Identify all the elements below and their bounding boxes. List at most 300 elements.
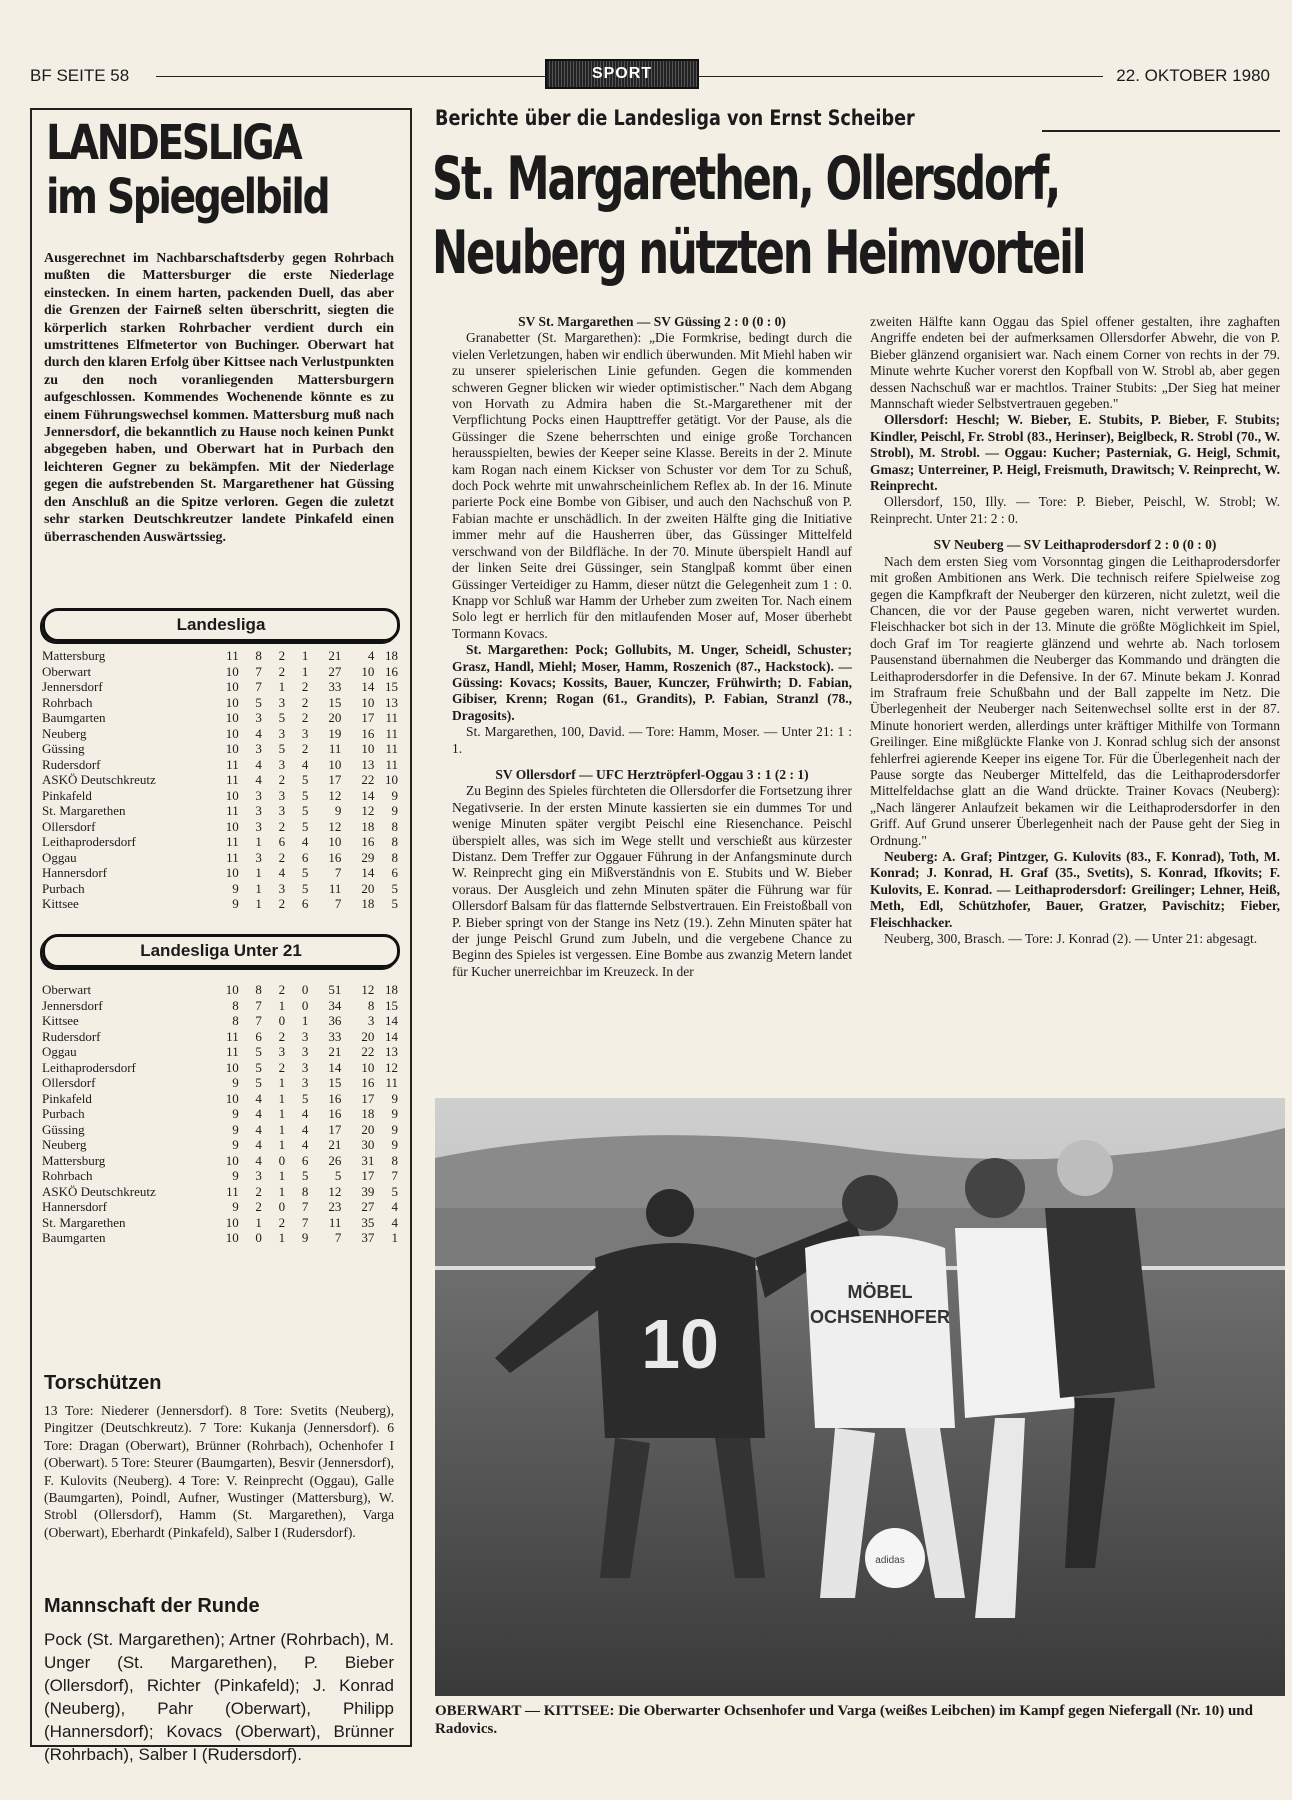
stat-cell: 5 — [301, 1168, 309, 1183]
team-name: Kittsee — [42, 896, 79, 911]
article-column-1 — [452, 314, 852, 980]
standings-table-unter21 — [42, 982, 398, 1246]
stat-cell: 23 — [328, 1199, 342, 1214]
stat-cell: 10 — [225, 1152, 239, 1168]
stat-cell: 9 — [232, 880, 239, 896]
table-row — [42, 1137, 398, 1153]
stat-cell: 36 — [328, 1013, 342, 1028]
stat-cell: 4 — [255, 725, 262, 741]
stat-cell: 4 — [367, 648, 375, 663]
scorers-heading: Torschützen — [44, 1372, 162, 1394]
stat-cell: 5 — [334, 1168, 342, 1183]
stat-cell: 27 — [328, 663, 342, 679]
stat-cell: 11 — [328, 880, 342, 896]
stat-cell: 9 — [334, 803, 342, 818]
stat-cell: 16 — [328, 1106, 342, 1121]
team-name: Mattersburg — [42, 1152, 106, 1168]
stat-cell: 10 — [225, 1090, 239, 1106]
stat-cell: 10 — [225, 982, 239, 997]
stat-cell: 18 — [385, 982, 398, 997]
stat-cell: 7 — [391, 1168, 398, 1183]
stat-cell: 11 — [226, 849, 239, 865]
stat-cell: 5 — [255, 694, 262, 710]
stat-cell: 2 — [278, 1028, 286, 1044]
match-lineups: St. Margarethen: Pock; Gollubits, M. Unger, Scheidl, Schuster; Grasz, Handl, Miehl; Moser, Hamm, Roszenich (87., Hackstock). — Güssing: Kovacs; Kossits, Bauer, Kunczer, Frühwirth; D. Fabian, Gibiser, Krenn; Rogan (61., Grandits), P. Fabian, Stranzl (78., Dragosits). — [452, 642, 852, 723]
stat-cell: 10 — [225, 710, 239, 725]
stat-cell: 4 — [391, 1214, 398, 1230]
stat-cell: 4 — [301, 834, 309, 849]
team-name: Oggau — [42, 849, 77, 865]
stat-cell: 16 — [361, 1075, 375, 1090]
stat-cell: 1 — [255, 834, 262, 849]
stat-cell: 27 — [361, 1199, 375, 1214]
stat-cell: 6 — [301, 1152, 309, 1168]
stat-cell: 14 — [328, 1059, 342, 1075]
stat-cell: 1 — [278, 1230, 286, 1245]
team-name: St. Margarethen — [42, 1214, 126, 1230]
stat-cell: 7 — [334, 896, 342, 911]
match-heading: SV Ollersdorf — UFC Herztröpferl-Oggau 3 : 1 (2 : 1) — [495, 766, 809, 782]
stat-cell: 19 — [328, 725, 342, 741]
stat-cell: 11 — [226, 803, 239, 818]
table-row — [42, 1122, 398, 1138]
stat-cell: 2 — [278, 772, 286, 787]
stat-cell: 15 — [385, 679, 398, 694]
sidebar-headline: LANDESLIGA im Spiegelbild — [46, 115, 329, 225]
stat-cell: 3 — [255, 1168, 262, 1183]
table-row — [42, 664, 398, 680]
team-name: Baumgarten — [42, 1230, 106, 1245]
stat-cell: 10 — [361, 694, 375, 710]
team-name: St. Margarethen — [42, 803, 126, 818]
stat-cell: 1 — [278, 679, 286, 694]
stat-cell: 4 — [301, 756, 309, 772]
stat-cell: 2 — [278, 982, 286, 997]
table-row — [42, 1199, 398, 1215]
table-row — [42, 788, 398, 804]
stat-cell: 5 — [255, 1059, 262, 1075]
stat-cell: 9 — [391, 1106, 398, 1121]
table-row — [42, 726, 398, 742]
team-of-round-text: Pock (St. Margarethen); Artner (Rohrbach), M. Unger (St. Margarethen), P. Bieber (Ollersdorf), Richter (Pinkafeld); J. Konrad (Neuberg), Pahr (Oberwart), Philipp (Hannersdorf); Kovacs (Oberwart), Brünner (Rohrbach), Salber I (Rudersdorf). — [44, 1630, 394, 1764]
table-row — [42, 710, 398, 726]
stat-cell: 0 — [255, 1230, 262, 1245]
stat-cell: 9 — [232, 1168, 239, 1183]
team-name: Mattersburg — [42, 648, 106, 663]
stat-cell: 11 — [328, 1214, 342, 1230]
stat-cell: 5 — [391, 896, 398, 911]
stat-cell: 1 — [278, 1075, 286, 1090]
stat-cell: 4 — [255, 756, 262, 772]
stat-cell: 4 — [255, 1137, 262, 1152]
stat-cell: 3 — [301, 1044, 309, 1059]
stat-cell: 3 — [278, 1044, 286, 1059]
stat-cell: 21 — [328, 1137, 342, 1152]
team-name: Purbach — [42, 1106, 85, 1121]
stat-cell: 1 — [391, 1230, 398, 1245]
team-name: ASKÖ Deutschkreutz — [42, 772, 156, 787]
stat-cell: 13 — [385, 1044, 398, 1059]
table-row — [42, 757, 398, 773]
stat-cell: 11 — [226, 1044, 239, 1059]
stat-cell: 17 — [361, 710, 375, 725]
sidebar-intro: Ausgerechnet im Nachbarschaftsderby gegen Rohrbach mußten die Mattersburger die erste Niederlage einstecken. In einem harten, packenden Duell, das aber die Grenzen der Fairneß selten überschritt, siegten die körperlich starken Rohrbacher verdient durch ein umstrittenes Elfmetertor von Buchinger. Oberwart hat durch den klaren Erfolg über Kittsee nach Verlustpunkten zu den noch voranliegenden Mattersburgern aufgeschlossen. Kommendes Wochenende könnte es zu einem Führungswechsel kommen. Mattersburg muß nach Jennersdorf, die bekanntlich zu Hause noch keinen Punkt abgegeben haben, und Oberwart hat in Purbach den leichteren Gegner zu bekämpfen. Mit der Niederlage gegen die aufstrebenden St. Margarethener hat Güssing den Anschluß an die Spitze verloren. Gegen die zuletzt sehr starken Deutschkreutzer landete Pinkafeld einen überraschenden Auswärtssieg. — [44, 251, 394, 545]
stat-cell: 0 — [301, 982, 309, 997]
stat-cell: 6 — [391, 865, 398, 880]
stat-cell: 16 — [328, 849, 342, 865]
stat-cell: 14 — [361, 679, 375, 694]
stat-cell: 35 — [361, 1214, 375, 1230]
team-name: Oggau — [42, 1044, 77, 1059]
match-report: zweiten Hälfte kann Oggau das Spiel offener gestalten, ihre zaghaften Angriffe endeten bei der aufmerksamen Ollersdorfer Abwehr, die von P. Bieber glänzend organisiert war. Nach einem Corner von rechts in der 79. Minute wehrte Kucher vorerst den Kopfball von W. Strobl ab, aber gegen dessen Nachschuß war er machtlos. Trainer Stubits: „Der Sieg hat meiner Mannschaft wieder Selbstvertrauen gegeben." — [870, 314, 1280, 412]
stat-cell: 13 — [385, 694, 398, 710]
stat-cell: 17 — [361, 1168, 375, 1183]
stat-cell: 18 — [361, 818, 375, 834]
stat-cell: 3 — [255, 849, 262, 865]
stat-cell: 14 — [361, 865, 375, 880]
stat-cell: 22 — [361, 1044, 375, 1059]
stat-cell: 2 — [278, 896, 286, 911]
section-label: SPORT — [545, 59, 699, 89]
stat-cell: 12 — [328, 787, 342, 803]
table-row — [42, 982, 398, 998]
stat-cell: 7 — [255, 997, 262, 1013]
stat-cell: 9 — [391, 787, 398, 803]
stat-cell: 18 — [361, 1106, 375, 1121]
stat-cell: 2 — [278, 1059, 286, 1075]
stat-cell: 4 — [301, 1106, 309, 1121]
stat-cell: 9 — [391, 1137, 398, 1152]
stat-cell: 10 — [328, 834, 342, 849]
stat-cell: 9 — [301, 1230, 309, 1245]
stat-cell: 0 — [278, 1199, 286, 1214]
stat-cell: 2 — [255, 1183, 262, 1199]
stat-cell: 2 — [301, 679, 309, 694]
stat-cell: 11 — [385, 710, 398, 725]
team-name: Kittsee — [42, 1013, 79, 1028]
stat-cell: 5 — [301, 787, 309, 803]
stat-cell: 14 — [385, 1028, 398, 1044]
photo-caption: OBERWART — KITTSEE: Die Oberwarter Ochsenhofer und Varga (weißes Leibchen) im Kampf gegen Niefergall (Nr. 10) und Radovics. — [435, 1703, 1253, 1737]
stat-cell: 17 — [328, 1121, 342, 1137]
stat-cell: 1 — [278, 1183, 286, 1199]
scorers-text: 13 Tore: Niederer (Jennersdorf). 8 Tore: Svetits (Neuberg), Pingitzer (Deutschkreutz). 7 Tore: Kukanja (Jennersdorf). 6 Tore: Dragan (Oberwart), Brünner (Rohrbach), Ochenhofer I (Oberwart). 5 Tore: Steurer (Baumgarten), Besvir (Jennersdorf), F. Kulovits (Neuberg). 4 Tore: V. Reinprecht (Oggau), Galle (Baumgarten), Poindl, Aufner, Wustinger (Mattersburg), W. Strobl (Ollersdorf), Hamm (St. Margarethen), Varga (Oberwart), Eberhardt (Pinkafeld), Salber I (Rudersdorf). — [44, 1403, 394, 1540]
stat-cell: 34 — [328, 997, 342, 1013]
table-row — [42, 803, 398, 819]
stat-cell: 0 — [278, 1013, 286, 1028]
stat-cell: 16 — [361, 725, 375, 741]
table-row — [42, 1091, 398, 1107]
table-row — [42, 865, 398, 881]
stat-cell: 10 — [361, 1059, 375, 1075]
stat-cell: 14 — [385, 1013, 398, 1028]
stat-cell: 8 — [232, 1013, 239, 1028]
table-row — [42, 741, 398, 757]
stat-cell: 5 — [301, 1090, 309, 1106]
article-column-2 — [870, 314, 1280, 947]
stat-cell: 9 — [232, 1121, 239, 1137]
stat-cell: 2 — [278, 849, 286, 865]
stat-cell: 10 — [361, 663, 375, 679]
match-result: Neuberg, 300, Brasch. — Tore: J. Konrad (2). — Unter 21: abgesagt. — [884, 931, 1258, 947]
team-name: Neuberg — [42, 1137, 87, 1152]
table-row — [42, 998, 398, 1014]
stat-cell: 4 — [255, 1121, 262, 1137]
stat-cell: 11 — [385, 725, 398, 741]
match-report: Nach dem ersten Sieg vom Vorsonntag gingen die Leithaprodersdorfer mit großen Ambitionen ans Werk. Die technisch reifere Spielweise zog gegen die Kampfkraft der Neuberger den kürzeren, nicht zuletzt, weil die Chancen, die vor der Pause gegeben waren, nicht verwertet wurden. Fleischhacker bot sich in der 13. Minute die größte Möglichkeit im Spiel, doch Graf im Tor reagierte glänzend und wehrte ab. Nach torlosem Pausenstand übernahmen die Neuberger das Kommando und drängten die Leithaprodersdorfer in die Defensive. In der 67. Minute bekam J. Konrad im Strafraum freie Schußbahn und der Ball zappelte im Netz. Die Überlegenheit der Neuberger nach Seitenwechsel sollte erst in der 87. Minute honoriert werden, allerdings unter kräftiger Mithilfe von Tormann Greilinger. Eine mißglückte Flanke von J. Konrad schlug sich der ansonst fehlerfrei agierende Keeper ins eigene Tor. Für die Überlegenheit nach der Pause sorgte das Neuberger Mittelfeld, das die Leithaprodersdorfer Mittelfeldachse glatt an die Wand drückte. Trainer Kovacs (Neuberg): „Nach längerer Anlaufzeit bekamen wir die Leithaprodersdorfer in den Griff. Auf Grund unserer Überlegenheit nach der Pause geht der Sieg in Ordnung." — [870, 553, 1280, 848]
table-row — [42, 1106, 398, 1122]
stat-cell: 10 — [225, 679, 239, 694]
stat-cell: 3 — [278, 803, 286, 818]
stat-cell: 17 — [361, 1090, 375, 1106]
stat-cell: 10 — [225, 818, 239, 834]
shirt-number: 10 — [641, 1305, 719, 1383]
stat-cell: 3 — [255, 818, 262, 834]
stat-cell: 1 — [278, 1168, 286, 1183]
stat-cell: 15 — [385, 997, 398, 1013]
stat-cell: 5 — [301, 865, 309, 880]
stat-cell: 3 — [255, 787, 262, 803]
stat-cell: 1 — [278, 1121, 286, 1137]
stat-cell: 11 — [328, 741, 342, 756]
stat-cell: 3 — [278, 725, 286, 741]
stat-cell: 1 — [301, 648, 309, 663]
team-name: Neuberg — [42, 725, 87, 741]
stat-cell: 10 — [225, 1230, 239, 1245]
stat-cell: 10 — [328, 756, 342, 772]
stat-cell: 3 — [301, 1028, 309, 1044]
issue-date: 22. OKTOBER 1980 — [1116, 66, 1270, 85]
stat-cell: 15 — [328, 1075, 342, 1090]
stat-cell: 3 — [301, 1075, 309, 1090]
stat-cell: 21 — [328, 648, 342, 663]
stat-cell: 1 — [278, 1090, 286, 1106]
stat-cell: 7 — [334, 865, 342, 880]
ball-label: adidas — [875, 1555, 905, 1566]
stat-cell: 7 — [334, 1230, 342, 1245]
team-name: Ollersdorf — [42, 1075, 96, 1090]
table-row — [42, 1060, 398, 1076]
stat-cell: 1 — [255, 880, 262, 896]
stat-cell: 4 — [301, 1137, 309, 1152]
team-name: Leithaprodersdorf — [42, 1059, 136, 1075]
table-row — [42, 896, 398, 912]
stat-cell: 16 — [385, 663, 398, 679]
stat-cell: 11 — [226, 1183, 239, 1199]
stat-cell: 11 — [226, 1028, 239, 1044]
stat-cell: 33 — [328, 679, 342, 694]
match-report: Zu Beginn des Spieles fürchteten die Ollersdorfer die Fortsetzung ihrer Negativserie. In der ersten Minute kassierten sie ein dummes Tor und wenige Minuten später vergibt Peischl eine Riesenchance. Peischl überspielt alles, was sich im Wege stellt und verschießt aus kürzester Distanz. Dem Treffer zur Oggauer Führung in der Anfangsminute durch W. Reinprecht ging ein Mißverständnis von E. Stubits und W. Bieber voraus. Der Ausgleich und zehn Minuten später die Führung war für Ollersdorf Balsam für das flatternde Selbstvertrauen. Ein Freistoßball von P. Bieber springt von der Stange ins Netz (19.). Zehn Minuten später hat der junge Peischl Grund zum Jubeln, und die vergebene Chance zu Beginn des Spieles ist vergessen. Eine Bombe aus zwanzig Metern landet für Kucher unerreichbar im Kreuzeck. In der — [452, 783, 852, 979]
stat-cell: 7 — [255, 679, 262, 694]
header-rule-left — [156, 76, 545, 77]
team-name: Purbach — [42, 880, 85, 896]
table-row — [42, 1230, 398, 1246]
stat-cell: 4 — [301, 1121, 309, 1137]
stat-cell: 20 — [328, 710, 342, 725]
article-kicker: Berichte über die Landesliga von Ernst Scheiber — [435, 106, 915, 130]
match-photo — [435, 1098, 1285, 1696]
table-row — [42, 772, 398, 788]
stat-cell: 1 — [301, 1013, 309, 1028]
stat-cell: 6 — [301, 896, 309, 911]
team-name: Oberwart — [42, 663, 92, 679]
stat-cell: 10 — [225, 1059, 239, 1075]
stat-cell: 20 — [361, 1121, 375, 1137]
table-row — [42, 1153, 398, 1169]
stat-cell: 3 — [255, 741, 262, 756]
team-name: Hannersdorf — [42, 865, 107, 880]
stat-cell: 10 — [225, 1214, 239, 1230]
stat-cell: 2 — [278, 663, 286, 679]
stat-cell: 5 — [255, 1075, 262, 1090]
stat-cell: 4 — [255, 1090, 262, 1106]
match-heading: SV St. Margarethen — SV Güssing 2 : 0 (0 : 0) — [518, 314, 786, 329]
standings-table-landesliga — [42, 648, 398, 912]
stat-cell: 12 — [328, 1183, 342, 1199]
stat-cell: 5 — [301, 818, 309, 834]
stat-cell: 12 — [361, 982, 375, 997]
stat-cell: 3 — [278, 787, 286, 803]
stat-cell: 31 — [361, 1152, 375, 1168]
stat-cell: 10 — [225, 725, 239, 741]
stat-cell: 8 — [391, 818, 398, 834]
team-name: Ollersdorf — [42, 818, 96, 834]
stat-cell: 5 — [391, 1183, 398, 1199]
stat-cell: 4 — [255, 1152, 262, 1168]
match-report: Granabetter (St. Margarethen): „Die Formkrise, bedingt durch die vielen Verletzungen, haben wir endlich überwunden. Mit Miehl haben wir zu unserer spielerischen Linie gefunden. Gegen die kommenden schweren Gegner blicken wir wieder optimistischer." Nach dem Abgang von Horvath zu Admira haben die St.-Margarethener mit der Verpflichtung Pocks einen Haupttreffer getätigt. Vor der Pause, als die Güssinger die Szene beherrschten und einige große Torchancen herausspielten, bewies der Keeper seine Klasse. Bereits in der 2. Minute kam Rogan nach einem Kickser von Schuster vor dem Tor zu Schuß, doch Pock wehrte mit unwahrscheinlichem Reflex ab. In der 16. Minute parierte Pock eine Bombe von Gibiser, und auch den Nachschuß von P. Fabian machte er unschädlich. In der zweiten Hälfte ging die Initiative immer mehr auf die Hausherren über, das Güssinger Mittelfeld verschwand von der Bildfläche. In der 70. Minute überspielt Handl auf der linken Seite drei Güssinger, sein Stanglpaß kommt über einen Güssinger Verteidiger zu Hamm, dieser nützt die Gelegenheit zum 1 : 0. Knapp vor Schluß war Hamm der Urheber zum zweiten Tor. Nach einem Solo legt er herrlich für den mitlaufenden Moser auf, Moser überhebt Tormann Kovacs. — [452, 330, 852, 641]
stat-cell: 12 — [385, 1059, 398, 1075]
stat-cell: 5 — [391, 880, 398, 896]
stat-cell: 20 — [361, 1028, 375, 1044]
stat-cell: 11 — [226, 756, 239, 772]
table-row — [42, 819, 398, 835]
stat-cell: 8 — [255, 648, 262, 663]
stat-cell: 3 — [278, 756, 286, 772]
stat-cell: 9 — [391, 803, 398, 818]
stat-cell: 16 — [328, 1090, 342, 1106]
stat-cell: 18 — [385, 648, 398, 663]
stat-cell: 39 — [361, 1183, 375, 1199]
stat-cell: 6 — [301, 849, 309, 865]
kicker-rule — [1042, 130, 1280, 132]
team-name: Rudersdorf — [42, 756, 101, 772]
stat-cell: 3 — [367, 1013, 375, 1028]
stat-cell: 8 — [391, 849, 398, 865]
stat-cell: 4 — [255, 772, 262, 787]
stat-cell: 3 — [301, 725, 309, 741]
match-result: St. Margarethen, 100, David. — Tore: Hamm, Moser. — Unter 21: 1 : 1. — [452, 724, 852, 756]
stat-cell: 7 — [255, 1013, 262, 1028]
stat-cell: 11 — [226, 834, 239, 849]
stat-cell: 4 — [391, 1199, 398, 1214]
stat-cell: 2 — [255, 1199, 262, 1214]
stat-cell: 9 — [232, 1106, 239, 1121]
stat-cell: 8 — [232, 997, 239, 1013]
team-name: Jennersdorf — [42, 997, 103, 1013]
stat-cell: 8 — [301, 1183, 309, 1199]
stat-cell: 2 — [301, 710, 309, 725]
team-name: Hannersdorf — [42, 1199, 107, 1214]
stat-cell: 30 — [361, 1137, 375, 1152]
team-name: Rudersdorf — [42, 1028, 101, 1044]
stat-cell: 10 — [225, 741, 239, 756]
stat-cell: 1 — [278, 1106, 286, 1121]
stat-cell: 6 — [278, 834, 286, 849]
stat-cell: 3 — [278, 694, 286, 710]
table-row — [42, 850, 398, 866]
stat-cell: 37 — [361, 1230, 375, 1245]
team-name: Jennersdorf — [42, 679, 103, 694]
stat-cell: 10 — [385, 772, 398, 787]
stat-cell: 26 — [328, 1152, 342, 1168]
header-rule-right — [699, 76, 1103, 77]
page-number: BF SEITE 58 — [30, 66, 130, 85]
stat-cell: 3 — [255, 710, 262, 725]
stat-cell: 18 — [361, 896, 375, 911]
shirt-sponsor-1: MÖBEL — [847, 1282, 913, 1302]
stat-cell: 5 — [301, 803, 309, 818]
stat-cell: 1 — [278, 1137, 286, 1152]
stat-cell: 4 — [255, 1106, 262, 1121]
stat-cell: 6 — [255, 1028, 262, 1044]
stat-cell: 9 — [391, 1090, 398, 1106]
stat-cell: 8 — [255, 982, 262, 997]
stat-cell: 2 — [278, 1214, 286, 1230]
team-name: Pinkafeld — [42, 1090, 92, 1106]
stat-cell: 7 — [301, 1199, 309, 1214]
team-of-round-heading: Mannschaft der Runde — [44, 1595, 260, 1617]
stat-cell: 4 — [278, 865, 286, 880]
table-row — [42, 648, 398, 664]
stat-cell: 15 — [328, 694, 342, 710]
stat-cell: 9 — [232, 896, 239, 911]
stat-cell: 3 — [255, 803, 262, 818]
team-name: Oberwart — [42, 982, 92, 997]
stat-cell: 21 — [328, 1044, 342, 1059]
stat-cell: 9 — [391, 1121, 398, 1137]
table-row — [42, 679, 398, 695]
stat-cell: 10 — [225, 787, 239, 803]
stat-cell: 5 — [278, 741, 286, 756]
stat-cell: 1 — [278, 997, 286, 1013]
stat-cell: 8 — [367, 997, 375, 1013]
stat-cell: 1 — [255, 896, 262, 911]
stat-cell: 5 — [278, 710, 286, 725]
football-scene — [435, 1098, 1285, 1696]
stat-cell: 0 — [301, 997, 309, 1013]
table-row — [42, 1215, 398, 1231]
table-title-unter21: Landesliga Unter 21 — [42, 934, 400, 968]
stat-cell: 9 — [232, 1075, 239, 1090]
match-lineups: Neuberg: A. Graf; Pintzger, G. Kulovits (83., F. Konrad), Toth, M. Konrad; J. Konrad, H. Graf (35., Svetits), S. Konrad, Ifkovits; F. Kulovits, E. Konrad. — Leithaprodersdorf: Greilinger; Lehner, Heiß, Meth, Edl, Schützhofer, Bauer, Gratzer, Pavischitz; Fieber, Fleischhacker. — [870, 849, 1280, 930]
team-name: Rohrbach — [42, 694, 93, 710]
page-header — [30, 58, 1270, 94]
stat-cell: 11 — [385, 756, 398, 772]
stat-cell: 10 — [361, 741, 375, 756]
landesliga-sidebar — [30, 108, 412, 1764]
team-name: ASKÖ Deutschkreutz — [42, 1183, 156, 1199]
stat-cell: 2 — [278, 648, 286, 663]
stat-cell: 51 — [328, 982, 342, 997]
stat-cell: 7 — [301, 1214, 309, 1230]
stat-cell: 8 — [391, 834, 398, 849]
stat-cell: 2 — [301, 694, 309, 710]
stat-cell: 9 — [232, 1199, 239, 1214]
table-row — [42, 881, 398, 897]
team-name: Leithaprodersdorf — [42, 834, 136, 849]
stat-cell: 11 — [385, 741, 398, 756]
stat-cell: 3 — [301, 1059, 309, 1075]
